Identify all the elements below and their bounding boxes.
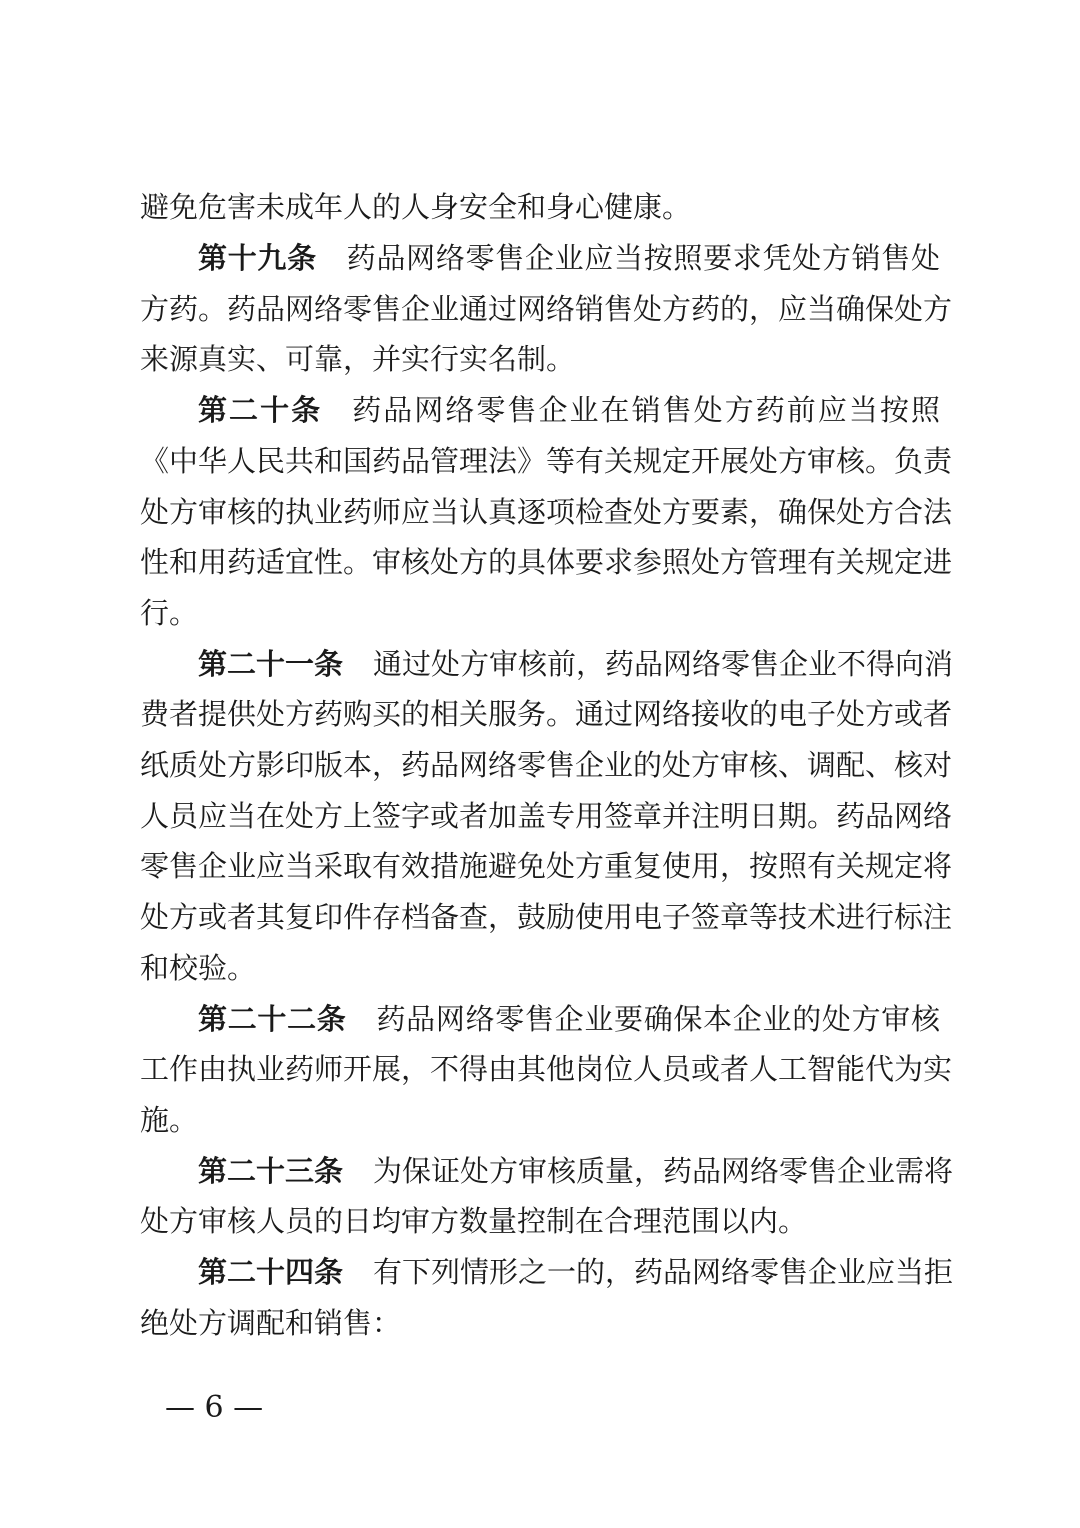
text-line: 避免危害未成年人的人身安全和身心健康。 xyxy=(140,190,692,224)
text-line: 《中华人民共和国药品管理法》等有关规定开展处方审核。负责 xyxy=(140,444,953,478)
article-label: 第二十条 xyxy=(198,393,323,427)
text-line: 施。 xyxy=(140,1103,199,1137)
article-label: 第二十四条 xyxy=(198,1255,344,1289)
text-line: 费者提供处方药购买的相关服务。通过网络接收的电子处方或者 xyxy=(140,697,953,731)
text-line: 零售企业应当采取有效措施避免处方重复使用，按照有关规定将 xyxy=(140,849,953,883)
article-24-first-line xyxy=(198,1246,954,1298)
text-line: 来源真实、可靠，并实行实名制。 xyxy=(140,342,576,376)
article-label: 第二十二条 xyxy=(198,1002,347,1036)
page-number: — 6 — xyxy=(165,1390,264,1425)
article-22-first-line xyxy=(198,993,940,1045)
article-23-first-line xyxy=(198,1145,954,1197)
article-label: 第二十三条 xyxy=(198,1154,344,1188)
text-line: 和校验。 xyxy=(140,951,257,985)
text-line: 人员应当在处方上签字或者加盖专用签章并注明日期。药品网络 xyxy=(140,799,953,833)
article-text: 药品网络零售企业应当按照要求凭处方销售处 xyxy=(346,241,940,275)
text-line: 处方审核人员的日均审方数量控制在合理范围以内。 xyxy=(140,1204,808,1238)
text-line: 绝处方调配和销售： xyxy=(140,1306,402,1340)
article-text: 为保证处方审核质量，药品网络零售企业需将 xyxy=(373,1154,954,1188)
text-line: 处方审核的执业药师应当认真逐项检查处方要素，确保处方合法 xyxy=(140,495,953,529)
text-line: 性和用药适宜性。审核处方的具体要求参照处方管理有关规定进 xyxy=(140,545,953,579)
article-20-first-line xyxy=(198,384,940,436)
article-21-first-line xyxy=(198,638,954,690)
article-text: 有下列情形之一的，药品网络零售企业应当拒 xyxy=(373,1255,954,1289)
text-line: 工作由执业药师开展，不得由其他岗位人员或者人工智能代为实 xyxy=(140,1052,953,1086)
article-label: 第二十一条 xyxy=(198,647,344,681)
text-line: 方药。药品网络零售企业通过网络销售处方药的，应当确保处方 xyxy=(140,292,953,326)
article-text: 药品网络零售企业在销售处方药前应当按照 xyxy=(352,393,940,427)
text-line: 处方或者其复印件存档备查，鼓励使用电子签章等技术进行标注 xyxy=(140,900,953,934)
article-text: 药品网络零售企业要确保本企业的处方审核 xyxy=(376,1002,940,1036)
article-text: 通过处方审核前，药品网络零售企业不得向消 xyxy=(373,647,954,681)
text-line: 行。 xyxy=(140,596,199,630)
article-label: 第十九条 xyxy=(198,241,317,275)
article-19-first-line xyxy=(198,232,940,284)
text-line: 纸质处方影印版本，药品网络零售企业的处方审核、调配、核对 xyxy=(140,748,953,782)
